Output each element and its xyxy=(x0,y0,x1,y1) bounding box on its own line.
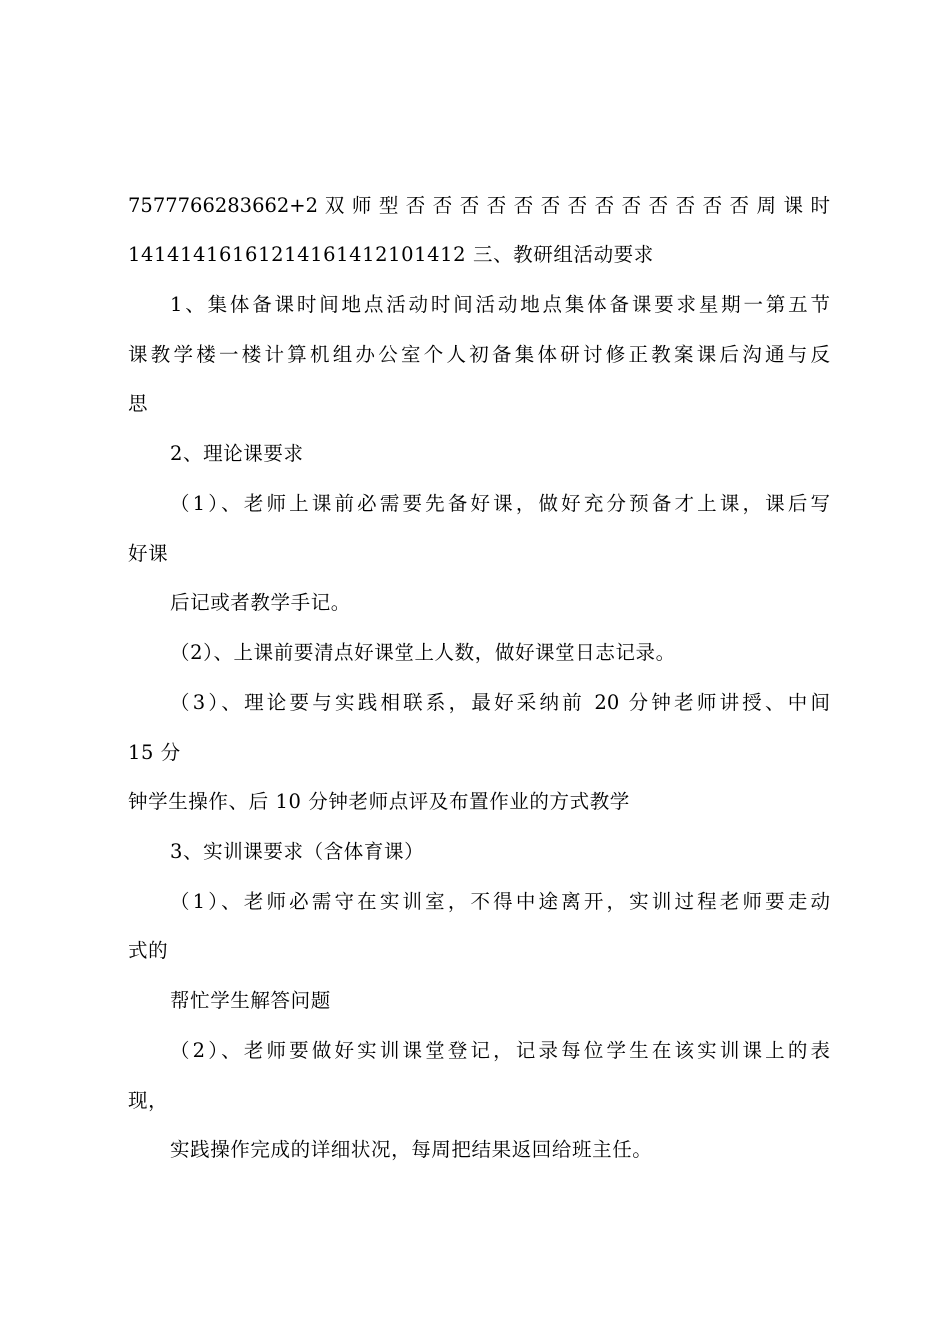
subheading: 3、实训课要求（含体育课） xyxy=(170,840,425,863)
paragraph-line: 1、集体备课时间地点活动时间活动地点集体备课要求星期一第五节 xyxy=(170,293,830,316)
section-heading-line: 14141416161214161412101412 三、教研组活动要求 xyxy=(128,243,654,266)
paragraph-line: （3）、理论要与实践相联系，最好采纳前 20 分钟老师讲授、中间 xyxy=(170,691,830,714)
paragraph-line: （1）、老师上课前必需要先备好课，做好充分预备才上课，课后写 xyxy=(170,492,830,515)
paragraph-line: 式的 xyxy=(128,939,169,962)
paragraph-line: 好课 xyxy=(128,542,169,565)
subheading: 2、理论课要求 xyxy=(170,442,304,465)
paragraph-line: 课教学楼一楼计算机组办公室个人初备集体研讨修正教案课后沟通与反 xyxy=(128,343,830,366)
paragraph-line: （2）、老师要做好实训课堂登记，记录每位学生在该实训课上的表 xyxy=(170,1039,830,1062)
paragraph-line: （1）、老师必需守在实训室，不得中途离开，实训过程老师要走动 xyxy=(170,890,830,913)
paragraph-line: （2）、上课前要清点好课堂上人数，做好课堂日志记录。 xyxy=(170,641,676,664)
paragraph-line: 15 分 xyxy=(128,741,181,764)
paragraph-line: 现， xyxy=(128,1089,169,1112)
paragraph-line: 帮忙学生解答问题 xyxy=(170,989,331,1012)
paragraph-line: 钟学生操作、后 10 分钟老师点评及布置作业的方式教学 xyxy=(128,790,630,813)
paragraph-line: 实践操作完成的详细状况，每周把结果返回给班主任。 xyxy=(170,1138,653,1161)
paragraph-line: 思 xyxy=(128,392,149,415)
paragraph-line: 后记或者教学手记。 xyxy=(170,591,351,614)
table-row-text: 7577766283662+2 双 师 型 否 否 否 否 否 否 否 否 否 否 否 否 否 周 课 时 xyxy=(128,194,830,217)
